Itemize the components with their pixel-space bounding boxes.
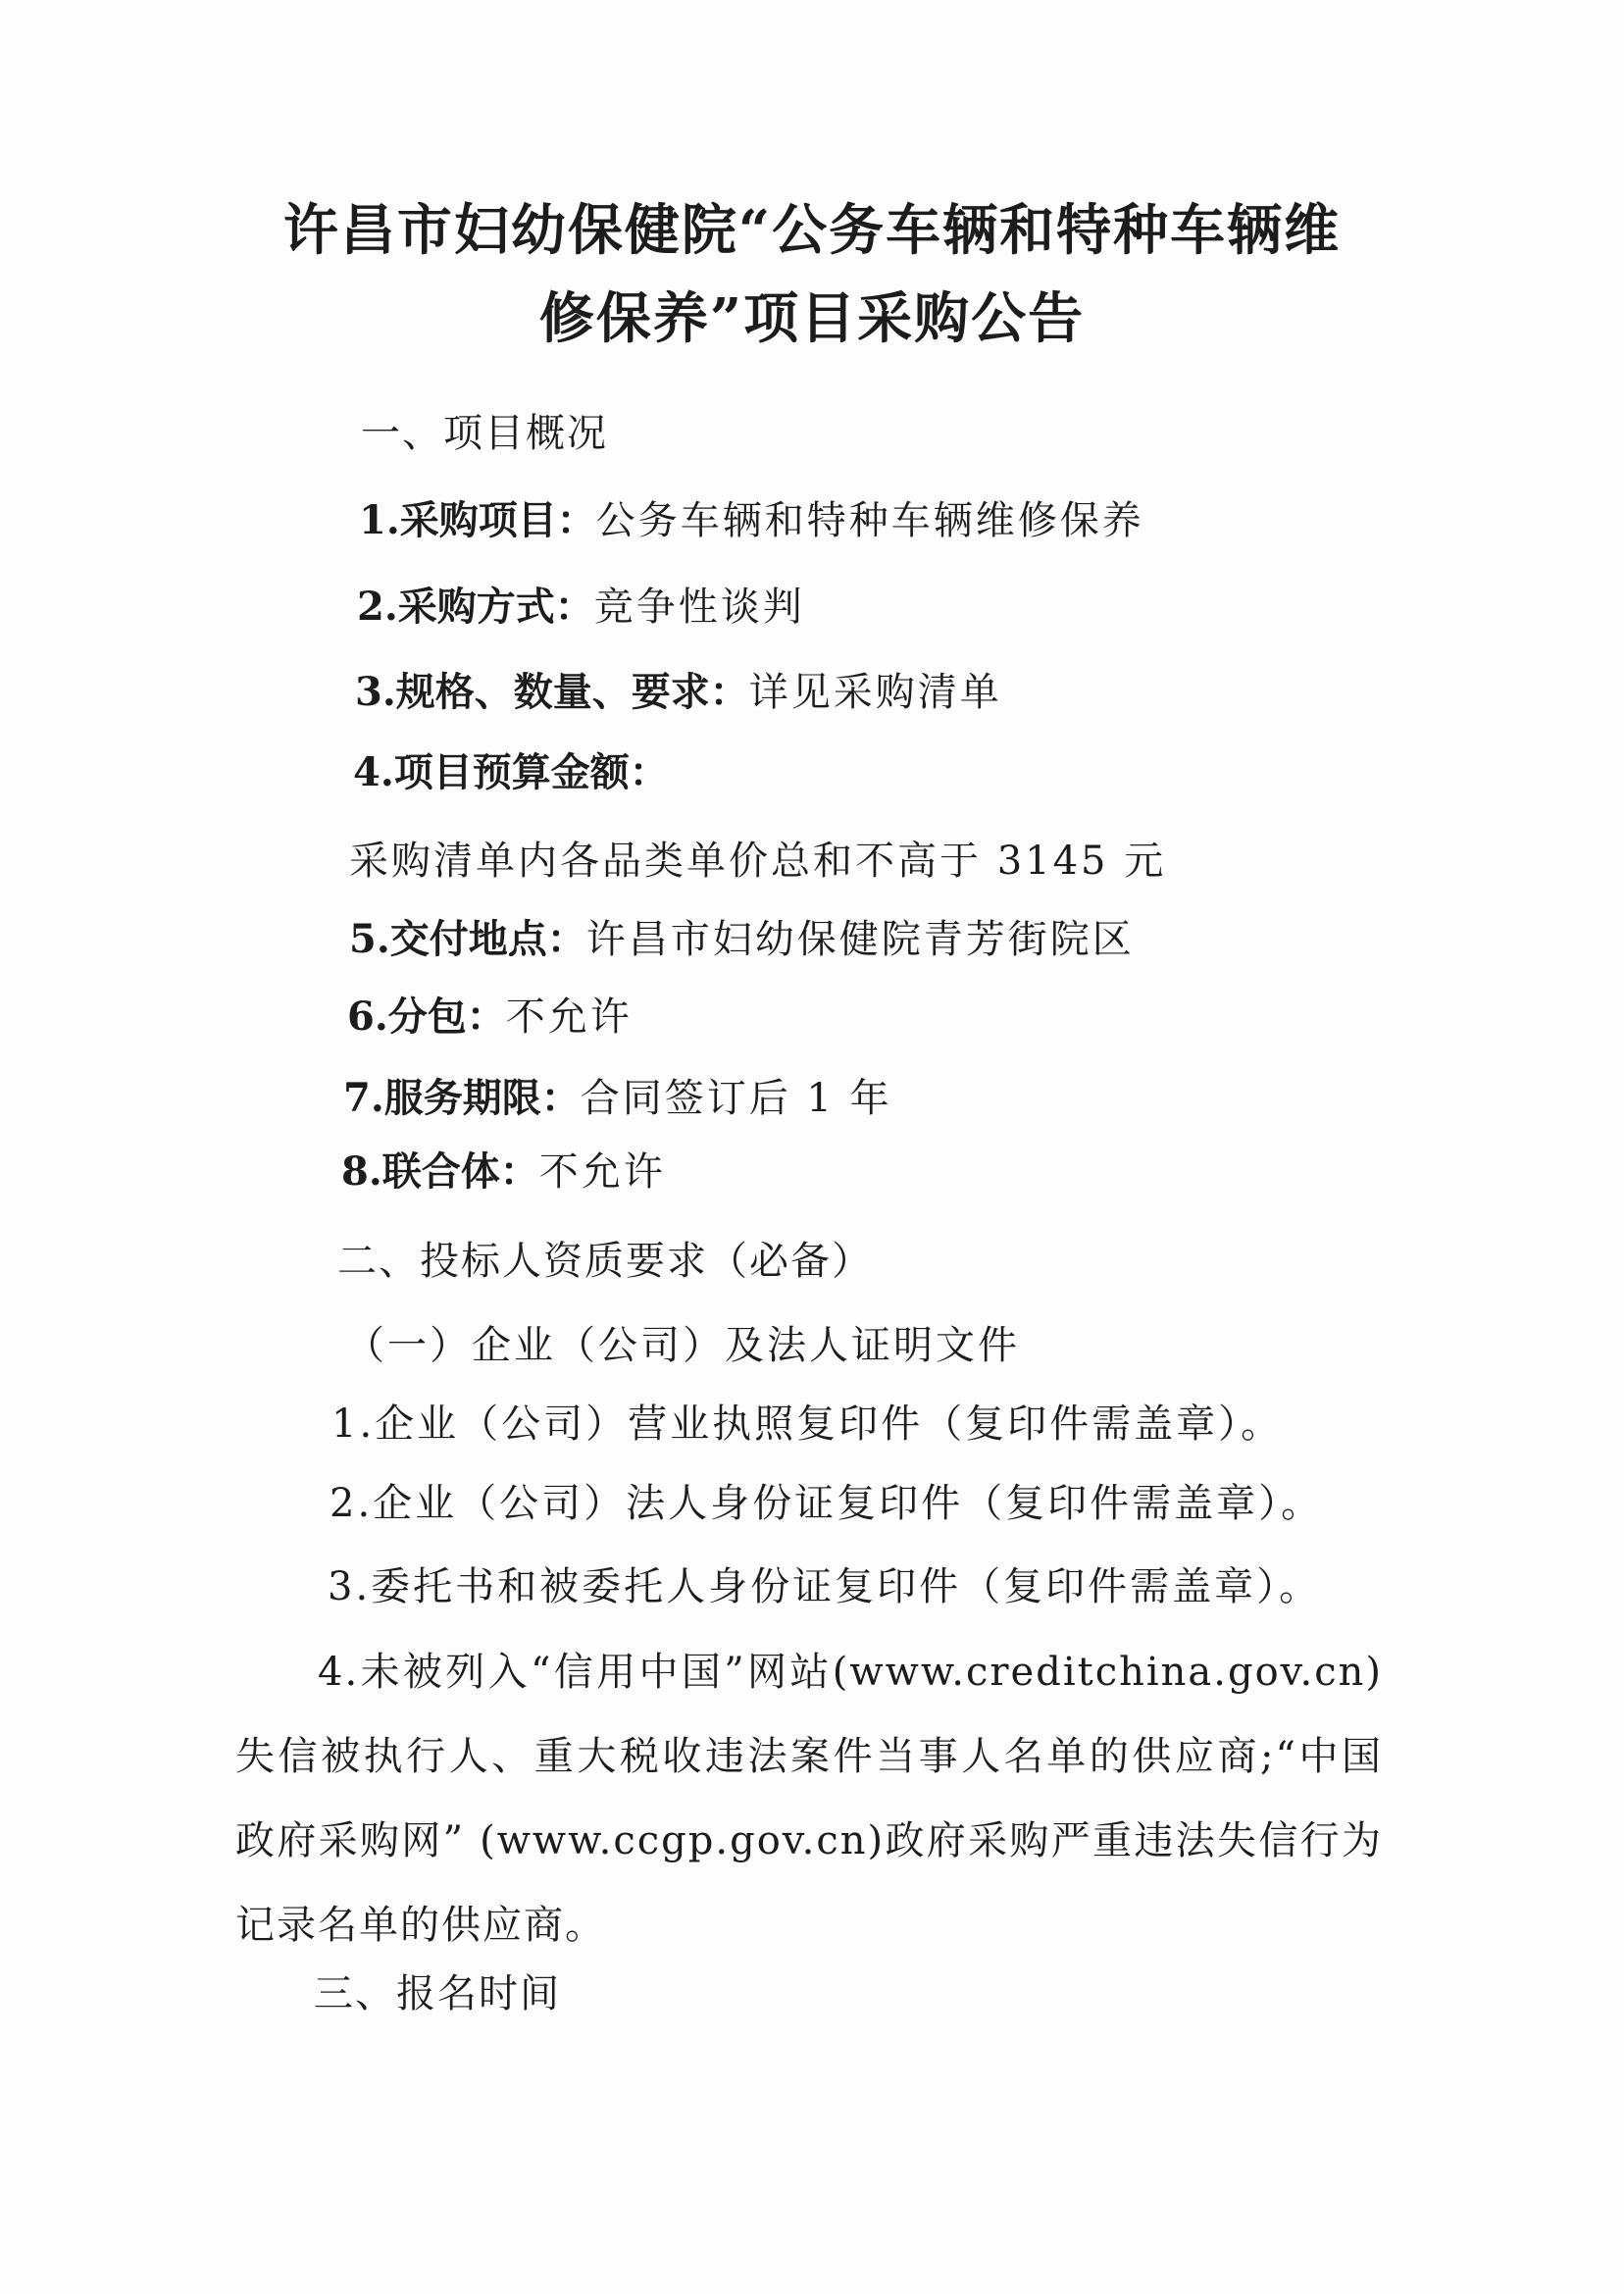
item-label: 8.联合体： <box>341 1148 539 1195</box>
item-value: 竞争性谈判 <box>593 585 805 630</box>
item-value: 公务车辆和特种车辆维修保养 <box>595 498 1144 543</box>
item-value: 不允许 <box>505 994 633 1040</box>
item-label: 7.服务期限： <box>343 1075 581 1121</box>
item-value: 许昌市妇幼保健院青芳街院区 <box>585 917 1135 962</box>
item-label: 4.项目预算金额： <box>353 749 669 795</box>
item-label: 5.交付地点： <box>349 916 586 962</box>
section-heading-registration-time: 三、报名时间 <box>314 1971 561 2016</box>
overview-item-budget <box>353 745 669 800</box>
item-label: 3.规格、数量、要求： <box>355 669 749 715</box>
document-title-line-2: 修保养”项目采购公告 <box>538 286 1086 351</box>
section-heading-overview: 一、项目概况 <box>361 411 608 456</box>
item-value: 合同签订后 1 年 <box>580 1076 892 1121</box>
overview-item-consortium <box>341 1145 666 1199</box>
overview-item-service-period <box>343 1071 892 1126</box>
qualification-item: 2.企业（公司）法人身份证复印件（复印件需盖章）。 <box>330 1481 1324 1526</box>
qualification-item: 1.企业（公司）营业执照复印件（复印件需盖章）。 <box>331 1402 1284 1447</box>
overview-budget-detail <box>349 834 1166 889</box>
qualification-credit-paragraph: 4.未被列入“信用中国”网站(www.creditchina.gov.cn)失信被执行人、重大税收违法案件当事人名单的供应商;“中国政府采购网” (www.ccgp.gov.cn)政府采购严重违法失信行为记录名单的供应商。 <box>235 1650 1383 1948</box>
overview-item-specifications <box>355 665 1002 720</box>
qualification-item: 3.委托书和被委托人身份证复印件（复印件需盖章）。 <box>328 1564 1322 1609</box>
item-label: 6.分包： <box>347 994 506 1040</box>
item-value: 不允许 <box>538 1149 666 1195</box>
document-title-line-1: 许昌市妇幼保健院“公务车辆和特种车辆维 <box>282 198 1342 263</box>
overview-item-purchase-project <box>359 493 1144 548</box>
subheading-company-documents: （一）企业（公司）及法人证明文件 <box>345 1323 1020 1368</box>
item-label: 2.采购方式： <box>357 584 594 630</box>
overview-item-delivery-location <box>349 912 1135 967</box>
section-heading-qualifications: 二、投标人资质要求（必备） <box>337 1239 873 1284</box>
overview-item-subcontract <box>347 990 633 1045</box>
overview-item-purchase-method <box>357 580 805 635</box>
item-label: 1.采购项目： <box>359 497 596 543</box>
item-value: 详见采购清单 <box>748 670 1002 715</box>
item-value: 采购清单内各品类单价总和不高于 3145 元 <box>349 839 1167 884</box>
